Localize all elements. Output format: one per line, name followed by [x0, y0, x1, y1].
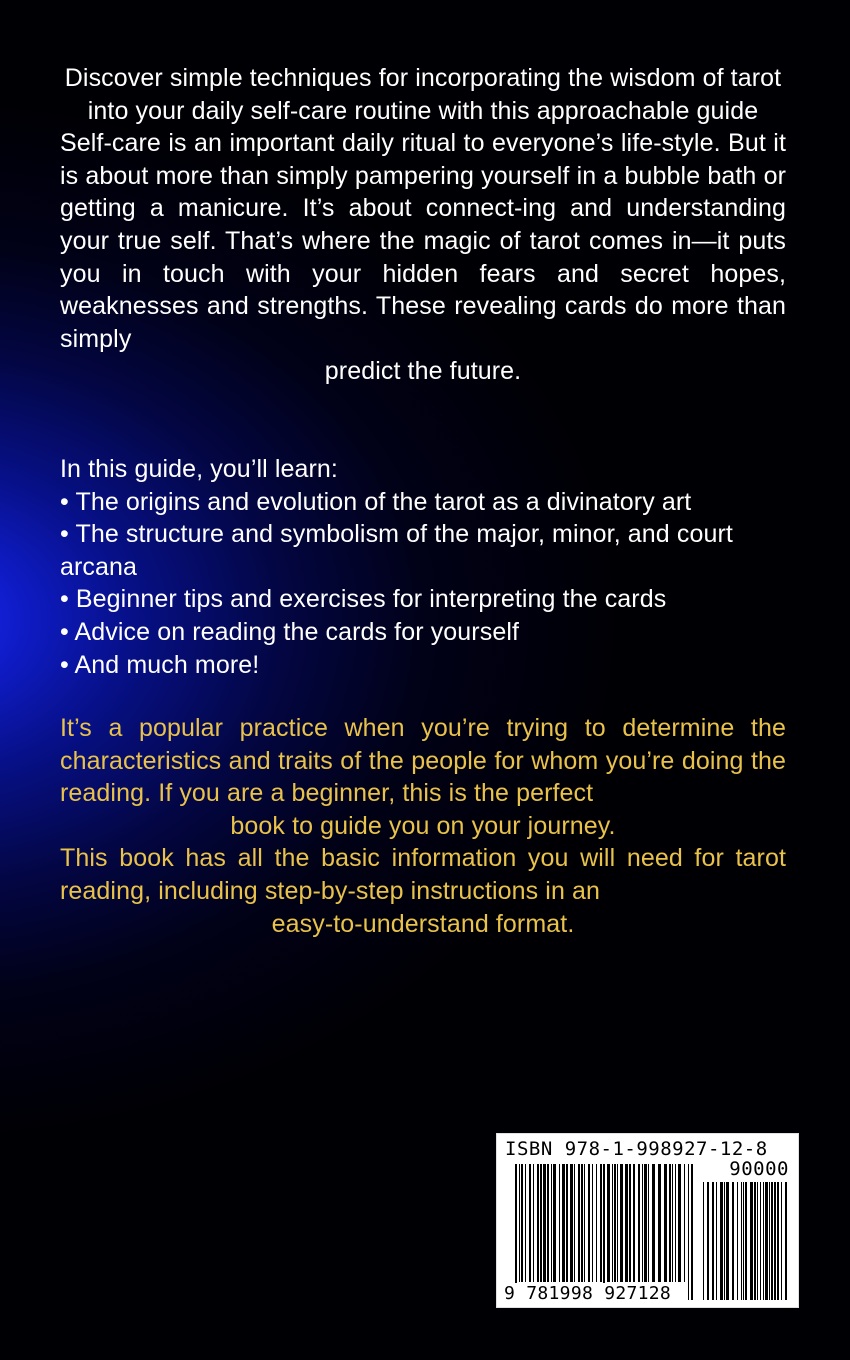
barcode-bar	[612, 1164, 613, 1282]
list-item: • The origins and evolution of the tarot as a divinatory art	[60, 487, 692, 516]
learn-list	[60, 486, 786, 682]
barcode-bar	[617, 1164, 618, 1282]
barcode-bar	[592, 1164, 593, 1282]
barcode-bar	[553, 1164, 556, 1282]
barcode-bar	[562, 1164, 565, 1282]
barcode-bar	[574, 1164, 575, 1282]
closing-paragraph-2-end: easy-to-understand format.	[271, 909, 575, 938]
barcode-bar	[658, 1164, 661, 1282]
ean-digits: 9 781998 927128	[504, 1283, 672, 1304]
closing-paragraph-1: It’s a popular practice when you’re trying to determine the characteristics and traits of the people for whom you’re doing the reading. If you are a beginner, this is the perfect	[60, 714, 786, 808]
learn-heading: In this guide, you’ll learn:	[60, 455, 338, 483]
closing-section	[60, 712, 786, 940]
barcode-bar	[732, 1182, 734, 1300]
barcode-bar	[691, 1164, 693, 1300]
barcode-bar	[607, 1164, 610, 1282]
barcode-bar	[515, 1164, 517, 1300]
barcode-bar	[757, 1182, 758, 1300]
barcode-bar	[712, 1182, 714, 1300]
barcode-bar	[578, 1164, 580, 1282]
barcode-bar	[684, 1164, 685, 1282]
barcode-bar	[614, 1164, 616, 1282]
barcode-bar	[707, 1182, 709, 1300]
barcode-bar	[633, 1164, 635, 1282]
barcode-bar	[743, 1182, 744, 1300]
barcode-bar	[533, 1164, 534, 1282]
barcode-bar	[642, 1164, 643, 1282]
intro-section	[60, 62, 786, 388]
barcode-bar	[669, 1164, 671, 1282]
barcode-bar	[726, 1182, 729, 1300]
barcode-bar	[629, 1164, 631, 1282]
list-item: • Beginner tips and exercises for interpreting the cards	[60, 585, 667, 614]
list-item: • Advice on reading the cards for yourself	[60, 617, 520, 646]
barcode-bar	[638, 1164, 640, 1282]
barcode-bar	[543, 1164, 546, 1282]
barcode-bar	[603, 1164, 605, 1300]
barcode-bar	[724, 1182, 725, 1300]
barcode-bar	[559, 1164, 560, 1282]
barcode-bar	[716, 1182, 717, 1300]
barcode-bar	[771, 1182, 773, 1300]
barcode-bar	[741, 1182, 742, 1300]
barcode-bar	[765, 1182, 768, 1300]
barcode-bar	[620, 1164, 623, 1282]
barcode-bar	[769, 1182, 770, 1300]
barcode-bar	[754, 1182, 756, 1300]
price-code: 90000	[729, 1158, 789, 1180]
learn-section	[60, 453, 786, 681]
body-paragraph-end: predict the future.	[324, 357, 522, 386]
barcode-bar	[600, 1164, 602, 1282]
barcode-bar	[763, 1182, 764, 1300]
list-item: • The structure and symbolism of the major, minor, and court arcana	[60, 520, 733, 581]
barcode-bar	[547, 1164, 549, 1282]
barcode-bar	[785, 1182, 787, 1300]
barcode-bar	[570, 1164, 573, 1282]
closing-paragraph-1-end: book to guide you on your journey.	[230, 811, 616, 840]
list-item: • And much more!	[60, 650, 260, 679]
barcode-bar	[584, 1164, 585, 1282]
barcode-bar	[760, 1182, 761, 1300]
barcode-bar	[781, 1182, 782, 1300]
barcode-bar	[596, 1164, 597, 1282]
lead-paragraph: Discover simple techniques for incorporating the wisdom of tarot into your daily self-care routine with this approachable guide	[64, 64, 782, 125]
barcode-bar	[588, 1164, 590, 1282]
barcode-bar	[750, 1182, 753, 1300]
barcode-bar	[581, 1164, 583, 1282]
barcode-bar	[672, 1164, 673, 1282]
barcode-bar	[652, 1164, 655, 1282]
barcode-bar	[551, 1164, 552, 1282]
barcode-bar	[664, 1164, 667, 1282]
barcode-bar	[521, 1164, 523, 1282]
barcode-bar	[774, 1182, 776, 1300]
barcode-bar	[525, 1164, 526, 1282]
isbn-barcode	[496, 1133, 799, 1308]
barcode-bar	[703, 1182, 704, 1300]
barcode-bar	[720, 1182, 723, 1300]
closing-paragraph-2: This book has all the basic information you will need for tarot reading, including step-by-step instructions in an	[60, 844, 786, 905]
barcode-bar	[737, 1182, 738, 1300]
barcode-bar	[745, 1182, 747, 1300]
barcode-bar	[777, 1182, 779, 1300]
barcode-bar	[566, 1164, 568, 1282]
barcode-bar	[540, 1164, 542, 1282]
barcode-bar	[688, 1164, 689, 1300]
body-paragraph: Self-care is an important daily ritual to everyone’s life-style. But it is about more than simply pampering yourself in a bubble bath or getting a manicure. It’s about connect-ing and understanding your true self. That’s where the magic of tarot comes in—it puts you in touch with your hidden fears and secret hopes, weaknesses and strengths. These revealing cards do more than simply	[60, 129, 786, 353]
barcode-bar	[678, 1164, 681, 1282]
barcode-bar	[529, 1164, 531, 1282]
barcode-bar	[519, 1164, 520, 1282]
barcode-bar	[648, 1164, 649, 1282]
barcode-bar	[537, 1164, 539, 1282]
isbn-label: ISBN 978-1-998927-12-8	[505, 1138, 768, 1160]
barcode-bar	[644, 1164, 647, 1282]
barcode-bar	[625, 1164, 628, 1282]
barcode-bar	[675, 1164, 676, 1282]
